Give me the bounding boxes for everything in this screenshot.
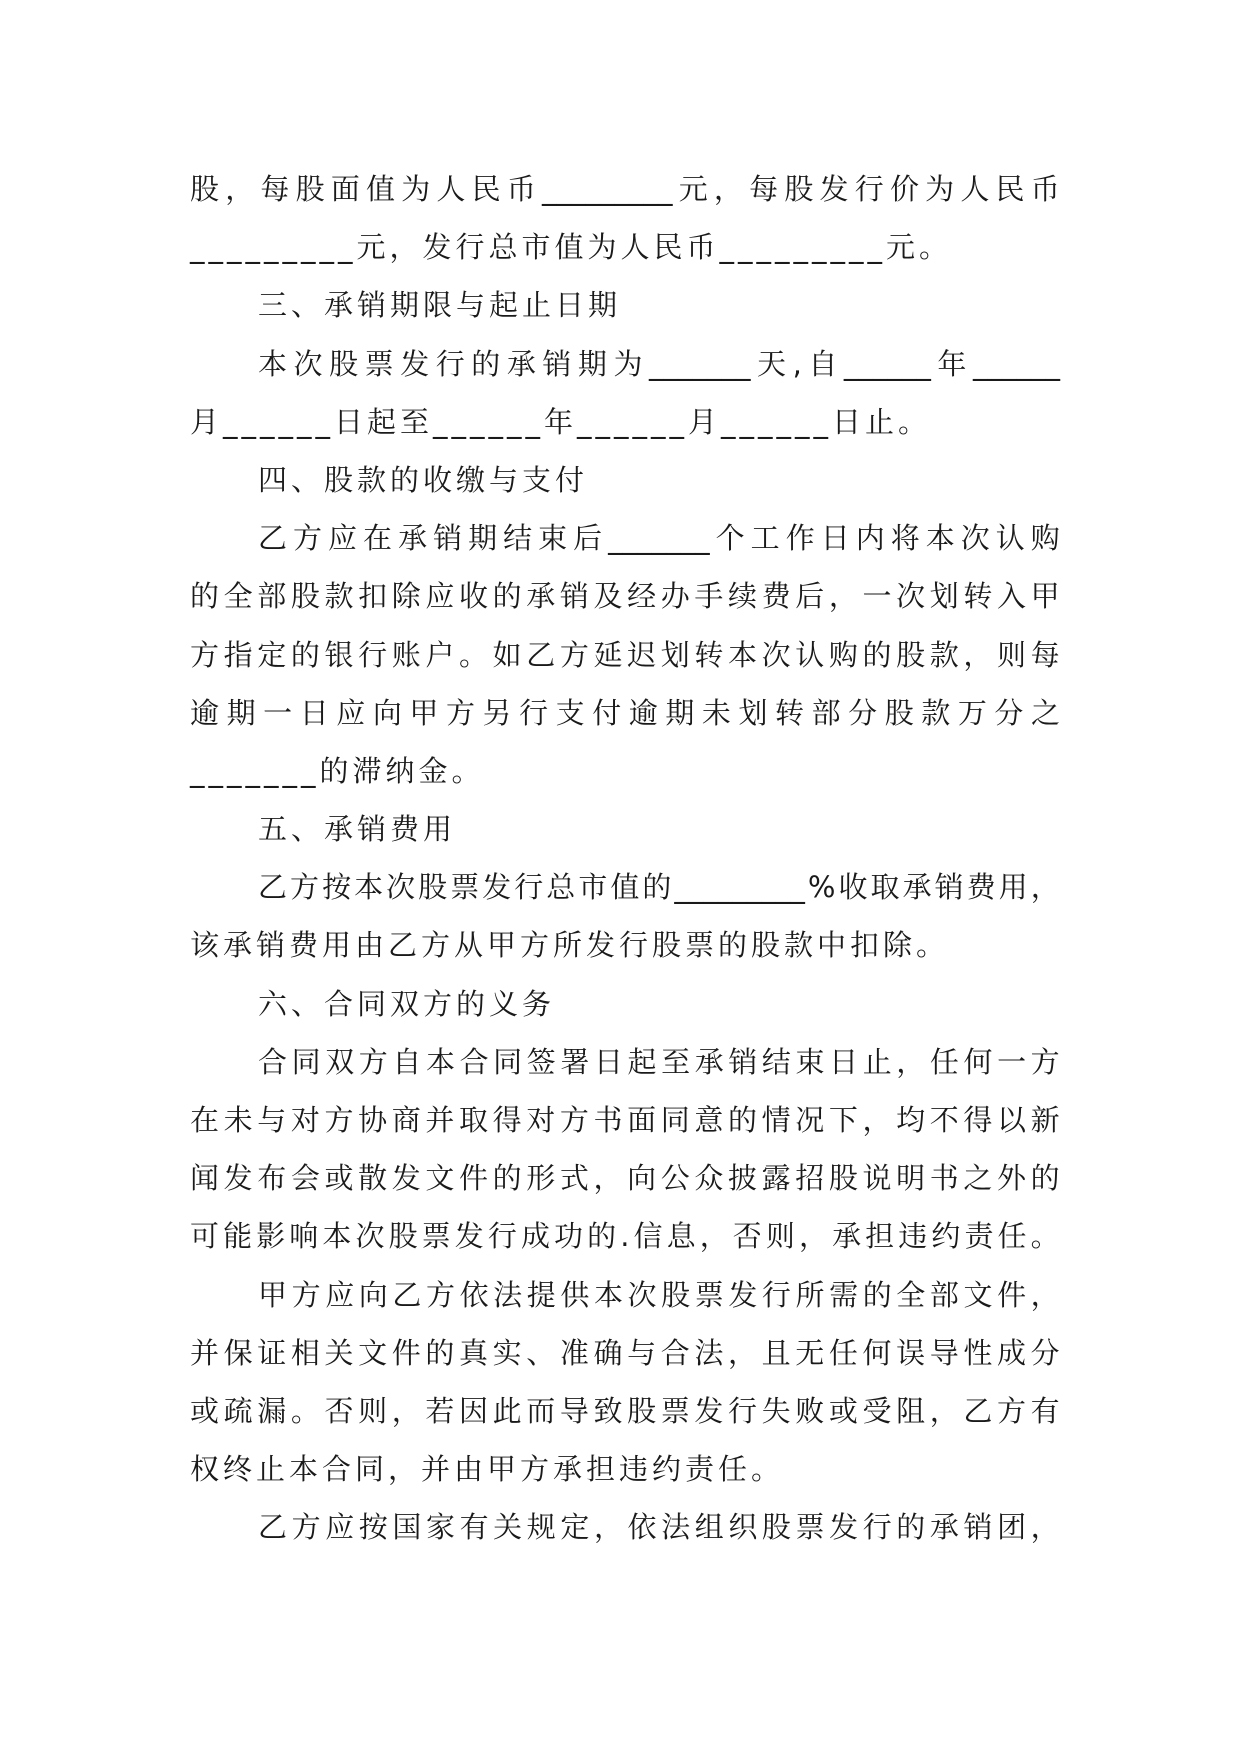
document-line: 逾 期 一 日 应 向 甲 方 另 行 支 付 逾 期 未 划 转 部 分 股 款 万 分 之 (190, 695, 1060, 730)
document-line: 月______日起至______年______月______日止。 (190, 404, 932, 439)
document-line: 合 同 双 方 自 本 合 同 签 署 日 起 至 承 销 结 束 日 止 ， 任 何 一 方 (258, 1044, 1060, 1079)
document-body (190, 160, 1060, 1557)
document-line: 或 疏 漏 。 否 则 ， 若 因 此 而 导 致 股 票 发 行 失 败 或 受 阻 ， 乙 方 有 (190, 1393, 1060, 1428)
document-line: 六、合同双方的义务 (258, 986, 556, 1021)
document-line: 五、承销费用 (258, 812, 457, 847)
document-line: 并 保 证 相 关 文 件 的 真 实 、 准 确 与 合 法 ， 且 无 任 何 误 导 性 成 分 (190, 1335, 1060, 1370)
document-line: 三、承销期限与起止日期 (258, 288, 622, 323)
document-line: 方 指 定 的 银 行 账 户 。 如 乙 方 延 迟 划 转 本 次 认 购 的 股 款 ， 则 每 (190, 637, 1060, 672)
document-line: 在 未 与 对 方 协 商 并 取 得 对 方 书 面 同 意 的 情 况 下 ， 均 不 得 以 新 (190, 1103, 1060, 1137)
document-line: 四、股款的收缴与支付 (258, 462, 589, 497)
document-line: 可 能 影 响 本 次 股 票 发 行 成 功 的 . 信 息 ， 否 则 ， 承 担 违 约 责 任 。 (190, 1219, 1060, 1254)
document-line: 本 次 股 票 发 行 的 承 销 期 为 _______ 天 , 自 ______ 年 ______ (258, 346, 1060, 381)
document-line: 乙 方 应 按 国 家 有 关 规 定 ， 依 法 组 织 股 票 发 行 的 承 销 团 ， (258, 1510, 1060, 1545)
document-line: 股 ， 每 股 面 值 为 人 民 币 _________ 元 ， 每 股 发 行 价 为 人 民 币 (190, 172, 1060, 206)
document-line: 乙 方 按 本 次 股 票 发 行 总 市 值 的 _________ % 收 取 承 销 费 用 ， (258, 870, 1060, 905)
document-line: 闻 发 布 会 或 散 发 文 件 的 形 式 ， 向 公 众 披 露 招 股 说 明 书 之 外 的 (190, 1161, 1060, 1196)
document-line: _________元，发行总市值为人民币_________元。 (190, 230, 953, 265)
document-line: 乙 方 应 在 承 销 期 结 束 后 _______ 个 工 作 日 内 将 本 次 认 购 (258, 521, 1060, 556)
document-line: 权终止本合同，并由甲方承担违约责任。 (190, 1452, 785, 1487)
document-line: _______的滞纳金。 (190, 753, 485, 788)
document-line: 的 全 部 股 款 扣 除 应 收 的 承 销 及 经 办 手 续 费 后 ， 一 次 划 转 入 甲 (190, 579, 1060, 614)
document-line: 甲 方 应 向 乙 方 依 法 提 供 本 次 股 票 发 行 所 需 的 全 部 文 件 ， (258, 1277, 1060, 1312)
document-line: 该承销费用由乙方从甲方所发行股票的股款中扣除。 (190, 928, 950, 963)
